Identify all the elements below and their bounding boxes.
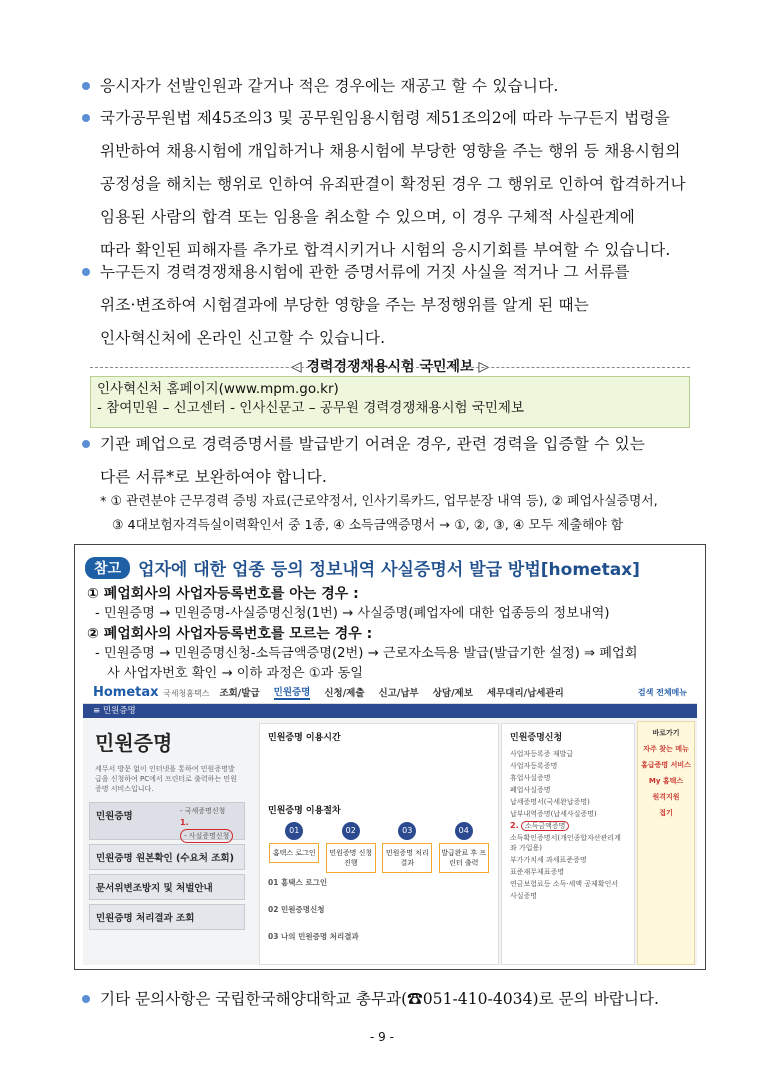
right-item[interactable]: 납세증명서(국세완납증명) bbox=[510, 798, 590, 806]
bullet-text: 국가공무원법 제45조의3 및 공무원임용시험령 제51조의2에 따라 누구든지 법령을 bbox=[100, 109, 670, 127]
reference-box bbox=[74, 544, 706, 970]
bullet-closure bbox=[82, 428, 694, 494]
sidebar-item[interactable]: 접기 bbox=[659, 809, 673, 817]
footnote-line1: * ① 관련분야 근무경력 증빙 자료(근로약정서, 인사기록카드, 업무분장 내역 등), ② 폐업사실증명서, bbox=[100, 494, 658, 509]
big-title: 민원증명 bbox=[95, 731, 173, 755]
right-item[interactable]: 납부내역증명(납세사실증명) bbox=[510, 810, 597, 818]
left-button[interactable]: 민원증명 원본확인 (수요처 조회) bbox=[89, 844, 245, 870]
right-item[interactable]: 사실증명 bbox=[510, 892, 538, 900]
bullet-dot bbox=[82, 268, 90, 276]
left-button[interactable]: 민원증명 - 국세증명신청 1. - 사실증명신청 bbox=[89, 802, 245, 840]
mid-title-steps: 민원증명 이용절차 bbox=[268, 806, 341, 816]
reference-lines bbox=[87, 583, 695, 685]
steps bbox=[266, 822, 492, 873]
menu-bar[interactable]: ≡ 민원증명 bbox=[83, 704, 697, 718]
bullet-text: 위반하여 채용시험에 개입하거나 채용시험에 부당한 영향을 주는 행위 등 채용시험의 bbox=[100, 142, 681, 160]
case2-head: ② 폐업회사의 사업자등록번호를 모르는 경우 : bbox=[87, 626, 373, 642]
nav-item[interactable]: 상담/제보 bbox=[432, 688, 473, 699]
reference-title: 업자에 대한 업종 등의 정보내역 사실증명서 발급 방법[hometax] bbox=[138, 560, 640, 580]
mid-title-hours: 민원증명 이용시간 bbox=[268, 733, 341, 743]
right-item[interactable]: 표준재무제표증명 bbox=[510, 868, 565, 876]
report-box-title: ◁ 경력경쟁채용시험 국민제보 ▷ bbox=[290, 359, 490, 375]
report-box-line2: - 참여민원 – 신고센터 - 인사신문고 – 공무원 경력경쟁채용시험 국민제보 bbox=[97, 400, 525, 416]
bullet-dot bbox=[82, 995, 90, 1003]
nav-item[interactable]: 신청/제출 bbox=[324, 688, 365, 699]
bullet-text: 공정성을 해치는 행위로 인하여 유죄판결이 확정된 경우 그 행위로 인하여 합격하거나 bbox=[100, 175, 686, 193]
nav-item[interactable]: 세무대리/납세관리 bbox=[486, 688, 564, 699]
step: 04 발급완료 후 프린터 출력 bbox=[439, 822, 489, 873]
sidebar-item[interactable]: 홈급증명 서비스 bbox=[641, 761, 691, 769]
report-box bbox=[90, 376, 690, 428]
mid-line: 02 민원증명신청 bbox=[268, 905, 325, 914]
bullet-text: 따라 확인된 피해자를 추가로 합격시키거나 시험의 응시기회를 부여할 수 있습니다. bbox=[100, 241, 671, 259]
bullet-fraud bbox=[82, 256, 694, 355]
case1-head: ① 폐업회사의 사업자등록번호를 아는 경우 : bbox=[87, 586, 359, 602]
report-box-line1: 인사혁신처 홈페이지(www.mpm.go.kr) bbox=[97, 381, 339, 397]
reference-header bbox=[85, 555, 640, 580]
step: 03 민원증명 처리결과 bbox=[382, 822, 432, 873]
step: 01 홈택스 로그인 bbox=[269, 822, 319, 873]
quick-sidebar bbox=[637, 721, 695, 965]
bullet-dot bbox=[82, 114, 90, 122]
mid-line: 01 홈택스 로그인 bbox=[268, 878, 328, 887]
sidebar-item[interactable]: 자주 찾는 메뉴 bbox=[643, 745, 689, 753]
bullet-dot bbox=[82, 440, 90, 448]
left-button[interactable]: 문서위변조방지 및 처벌안내 bbox=[89, 874, 245, 900]
footnote-line2: ③ 4대보험자격득실이력확인서 중 1종, ④ 소득금액증명서 → ①, ②, ③, ④ 모두 제출해야 함 bbox=[112, 518, 624, 533]
divider bbox=[90, 367, 690, 368]
sidebar-item[interactable]: My 홈택스 bbox=[648, 777, 684, 785]
bullet-text: 누구든지 경력경쟁채용시험에 관한 증명서류에 거짓 사실을 적거나 그 서류를 bbox=[100, 263, 630, 281]
right-item-highlighted[interactable]: 2. 소득금액증명 bbox=[510, 821, 626, 831]
contact-text: 기타 문의사항은 국립한국해양대학교 총무과(☎051-410-4034)로 문의 바랍니다. bbox=[100, 990, 659, 1008]
sub-menu: - 국세증명신청 1. - 사실증명신청 bbox=[180, 805, 233, 843]
left-panel bbox=[83, 719, 251, 965]
right-panel bbox=[501, 723, 635, 965]
nav-item[interactable]: 조회/발급 bbox=[219, 688, 260, 699]
right-item[interactable]: 휴업사실증명 bbox=[510, 774, 551, 782]
right-item[interactable]: 사업자등록증명 bbox=[510, 762, 558, 770]
right-item[interactable]: 부가가치세 과세표준증명 bbox=[510, 856, 587, 864]
hometax-topnav bbox=[83, 681, 697, 704]
nav-item[interactable]: 신고/납부 bbox=[378, 688, 419, 699]
footnote bbox=[100, 490, 700, 538]
bullet-text: 응시자가 선발인원과 같거나 적은 경우에는 재공고 할 수 있습니다. bbox=[100, 77, 559, 95]
search-icon[interactable]: 검색 전체메뉴 bbox=[637, 687, 687, 697]
bullet-text: 다른 서류*로 보완하여야 합니다. bbox=[100, 468, 328, 486]
bullet-text: 인사혁신처에 온라인 신고할 수 있습니다. bbox=[100, 329, 386, 347]
nav-item-active[interactable]: 민원증명 bbox=[274, 684, 311, 700]
bullet-reannounce bbox=[82, 70, 694, 103]
right-title: 민원증명신청 bbox=[510, 733, 563, 743]
mid-line: 03 나의 민원증명 처리결과 bbox=[268, 932, 359, 941]
right-item[interactable]: 폐업사실증명 bbox=[510, 786, 551, 794]
bullet-text: 위조·변조하여 시험결과에 부당한 영향을 주는 부정행위를 알게 된 때는 bbox=[100, 296, 590, 314]
bullet-dot bbox=[82, 82, 90, 90]
sidebar-item[interactable]: 원격지원 bbox=[652, 793, 680, 801]
case2-detail1: - 민원증명 → 민원증명신청-소득금액증명(2번) → 근로자소득용 발급(발급기한 설정) ⇒ 폐업회 bbox=[95, 646, 638, 661]
bullet-contact bbox=[82, 984, 702, 1014]
sidebar-item: 바로가기 bbox=[652, 729, 680, 737]
case2-detail2: 사 사업자번호 확인 → 이하 과정은 ①과 동일 bbox=[107, 666, 364, 681]
hometax-screenshot bbox=[83, 681, 697, 965]
right-item[interactable]: 연금보험료등 소득·세액 공제확인서 bbox=[510, 880, 619, 888]
bullet-law bbox=[82, 102, 694, 267]
bullet-text: 임용된 사람의 합격 또는 임용을 취소할 수 있으며, 이 경우 구체적 사실관계에 bbox=[100, 208, 636, 226]
mid-panel bbox=[259, 723, 499, 965]
bullet-text: 기관 폐업으로 경력증명서를 발급받기 어려운 경우, 관련 경력을 입증할 수 있는 bbox=[100, 435, 646, 453]
reference-tag: 참고 bbox=[85, 557, 130, 579]
case1-detail: - 민원증명 → 민원증명-사실증명신청(1번) → 사실증명(폐업자에 대한 업종등의 정보내역) bbox=[95, 606, 610, 621]
right-item[interactable]: 소득확인증명서(개인종합자산관리계좌 가입용) bbox=[510, 834, 621, 852]
page-number: - 9 - bbox=[370, 1030, 394, 1044]
left-button[interactable]: 민원증명 처리결과 조회 bbox=[89, 904, 245, 930]
description: 세무서 방문 없이 인터넷을 통하여 민원증명발급을 신청하여 PC에서 프린터로 출력하는 민원증명 서비스입니다. bbox=[95, 765, 237, 793]
hometax-logo: Hometax 국세청홈택스 bbox=[93, 684, 210, 700]
right-item[interactable]: 사업자등록증 재발급 bbox=[510, 750, 574, 758]
step: 02 민원증명 신청진행 bbox=[326, 822, 376, 873]
